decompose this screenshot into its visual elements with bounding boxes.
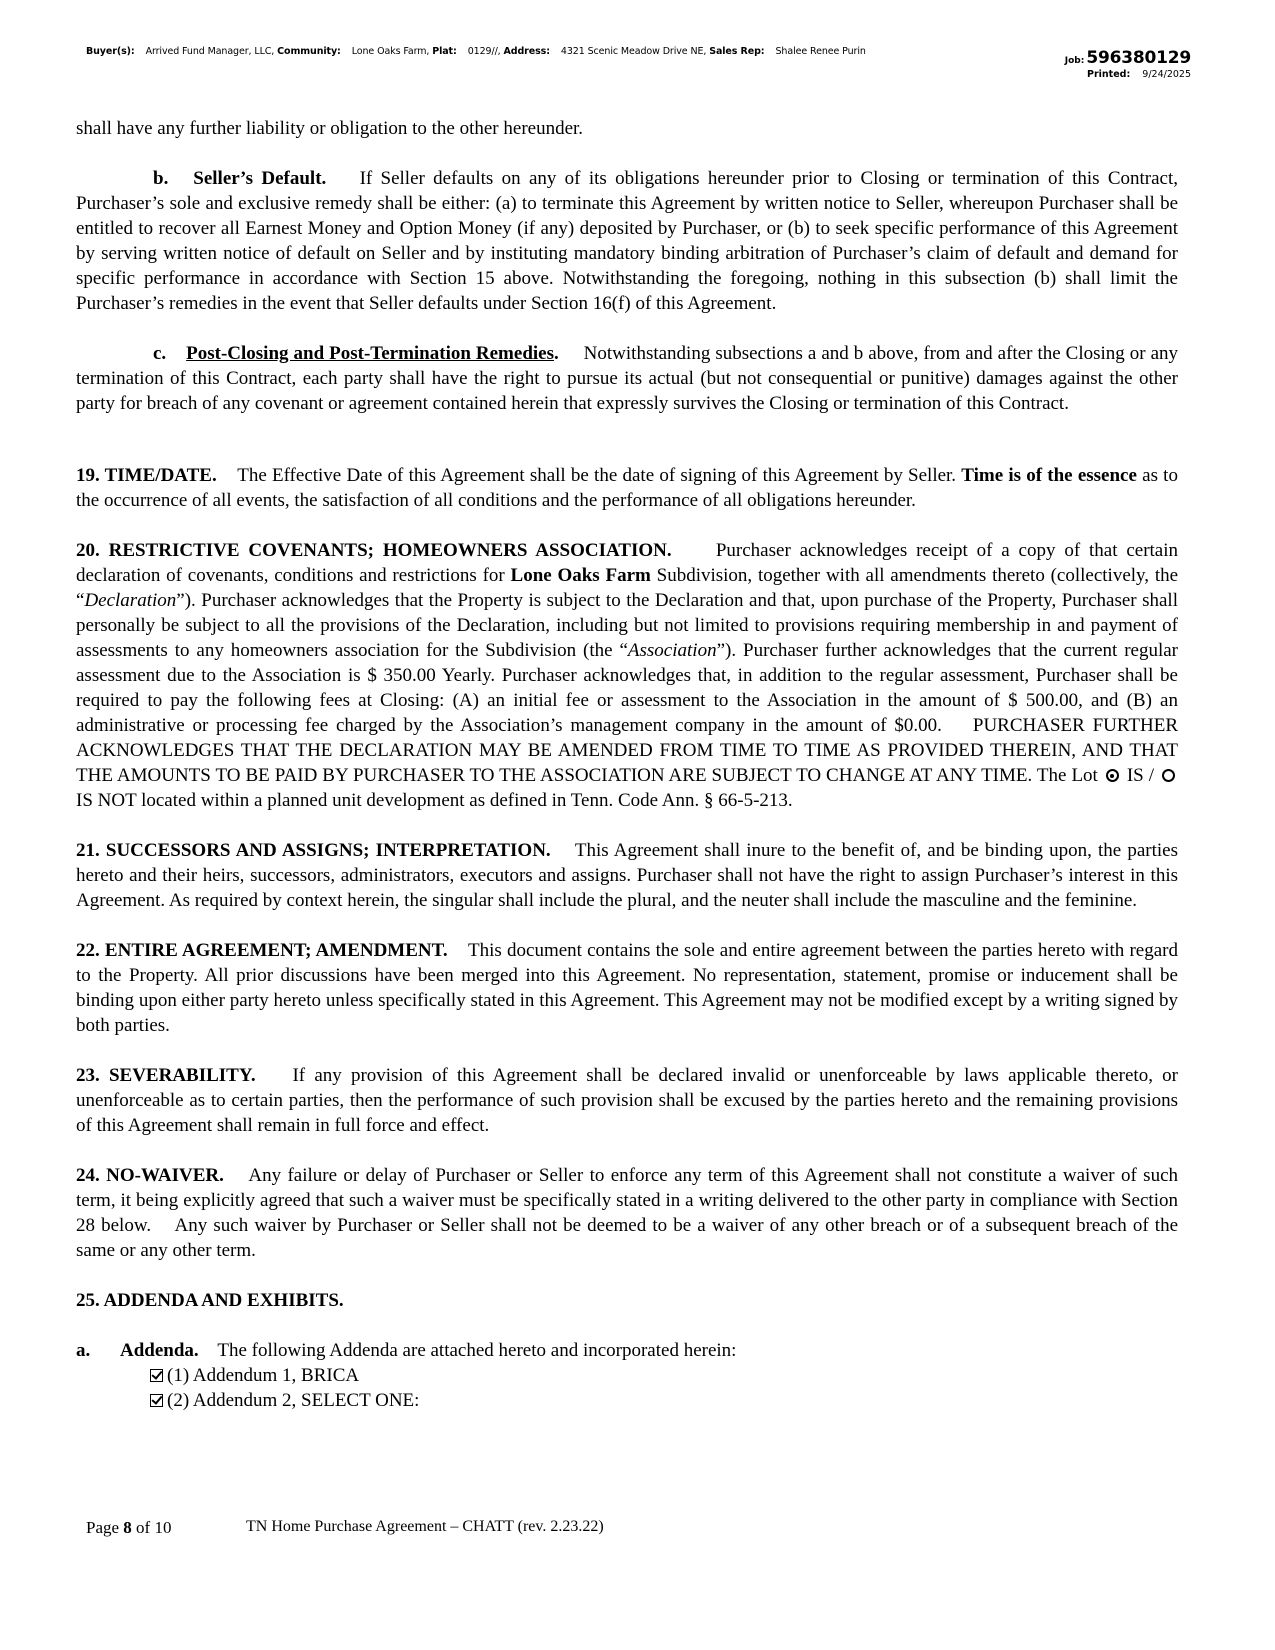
section-25a-text: The following Addenda are attached hereto and incorporated herein: [217, 1340, 737, 1361]
section-23-text: If any provision of this Agreement shall be declared invalid or unenforceable by laws applicable thereto, or unenforceable as to certain parties, then the performance of such provision shall be excused by the parties hereto and the remaining provisions of this Agreement shall remain in full force and effect. [76, 1065, 1178, 1136]
section-20-caps: PURCHASER FURTHER ACKNOWLEDGES THAT THE DECLARATION MAY BE AMENDED FROM TIME TO TIME AS PROVIDED THEREIN, AND THAT THE AMOUNTS TO BE PAID BY PURCHASER TO THE ASSOCIATION ARE SUBJECT TO CHANGE AT ANY TIME. [76, 715, 1178, 786]
section-20-community: Lone Oaks Farm [510, 565, 651, 586]
page-prefix: Page [86, 1518, 120, 1537]
section-20-is: IS / [1126, 765, 1155, 786]
section-18b-letter: b. [153, 168, 169, 189]
section-18c [76, 341, 1178, 416]
section-24-text-1: Any failure or delay of Purchaser or Seller to enforce any term of this Agreement shall not constitute a waiver of such term, it being explicitly agreed that such a waiver must be specifically stated in a writing delivered to the other party in compliance with Section 28 below. [76, 1165, 1179, 1236]
section-20-text-1: Purchaser acknowledges receipt of a copy of that certain declaration of covenants, conditions and restrictions for [76, 540, 1179, 586]
section-25 [76, 1288, 1178, 1313]
form-name: TN Home Purchase Agreement – CHATT (rev. 2.23.22) [246, 1518, 604, 1535]
addendum-2-label: (2) Addendum 2, SELECT ONE: [167, 1390, 420, 1411]
document-body [76, 116, 1178, 1413]
section-20-association: Association [627, 640, 717, 661]
checked-checkbox-icon[interactable] [150, 1394, 163, 1407]
section-20 [76, 538, 1178, 813]
addendum-item [150, 1388, 1178, 1413]
community-label: Community: [277, 46, 341, 57]
section-22 [76, 938, 1178, 1038]
section-22-title: 22. ENTIRE AGREEMENT; AMENDMENT. [76, 940, 448, 961]
addendum-1-label: (1) Addendum 1, BRICA [167, 1365, 360, 1386]
section-20-declaration: Declaration [84, 590, 177, 611]
section-18c-title: Post-Closing and Post-Termination Remedies [186, 343, 554, 364]
section-24 [76, 1163, 1178, 1263]
section-21-text: This Agreement shall inure to the benefit of, and be binding upon, the parties hereto and their heirs, successors, administrators, executors and assigns. Purchaser shall not have the right to assign Purchaser’s interest in this Agreement. As required by context herein, the singular shall include the plural, and the neuter shall include the masculine and the feminine. [76, 840, 1178, 911]
section-19-title: 19. TIME/DATE. [76, 465, 217, 486]
job-info [1065, 48, 1191, 80]
section-23 [76, 1063, 1178, 1138]
address-label: Address: [503, 46, 550, 57]
job-label: Job: [1064, 56, 1085, 66]
section-23-title: 23. SEVERABILITY. [76, 1065, 256, 1086]
buyer-value: Arrived Fund Manager, LLC, [145, 46, 275, 57]
section-25a-letter: a. [76, 1340, 91, 1361]
page-total: of 10 [136, 1518, 172, 1537]
section-18b-text: If Seller defaults on any of its obligations hereunder prior to Closing or termination of this Contract, Purchaser’s sole and exclusive remedy shall be either: (a) to terminate this Agreement by written notice to Seller, whereupon Purchaser shall be entitled to recover all Earnest Money and Option Money (if any) deposited by Purchaser, or (b) to seek specific performance of this Agreement by serving written notice of default on Seller and by instituting mandatory binding arbitration of Purchaser’s claim of default and demand for specific performance in accordance with Section 15 above. Notwithstanding the foregoing, nothing in this subsection (b) shall limit the Purchaser’s remedies in the event that Seller defaults under Section 16(f) of this Agreement. [76, 168, 1179, 314]
section-24-title: 24. NO-WAIVER. [76, 1165, 224, 1186]
sales-rep-label: Sales Rep: [709, 46, 765, 57]
section-20-is-not: IS NOT located within a planned unit development as defined in Tenn. Code Ann. § 66-5-213. [76, 790, 793, 811]
section-19-text-1: The Effective Date of this Agreement shall be the date of signing of this Agreement by Seller. [237, 465, 957, 486]
section-20-text-3: ”). Purchaser acknowledges that the Property is subject to the Declaration and that, upon purchase of the Property, Purchaser shall personally be subject to all the provisions of the Declaration, including but not limited to provisions requiring membership in and payment of assessments to any homeowners association for the Subdivision (the “ [76, 590, 1178, 661]
section-22-text: This document contains the sole and entire agreement between the parties hereto with regard to the Property. All prior discussions have been merged into this Agreement. No representation, statement, promise or inducement shall be binding upon either party hereto unless specifically stated in this Agreement. This Agreement may not be modified except by a writing signed by both parties. [76, 940, 1178, 1036]
section-20-text-2: Subdivision, together with all amendments thereto (collectively, the “ [76, 565, 1179, 611]
page-footer [86, 1518, 604, 1538]
community-value: Lone Oaks Farm, [351, 46, 430, 57]
sales-rep-value: Shalee Renee Purin [775, 46, 866, 57]
job-row [1065, 48, 1191, 68]
buyer-label: Buyer(s): [86, 46, 135, 57]
section-19-bold: Time is of the essence [961, 465, 1137, 486]
section-25a [76, 1338, 1178, 1363]
is-not-radio[interactable] [1162, 769, 1175, 782]
section-21 [76, 838, 1178, 913]
section-20-lot-prefix: The Lot [1036, 765, 1098, 786]
addendum-item [150, 1363, 1178, 1388]
section-20-text-4: ”). Purchaser further acknowledges that the current regular assessment due to the Association is $ 350.00 Yearly. Purchaser acknowledges that, in addition to the regular assessment, Purchaser shall be required to pay the following fees at Closing: (A) an initial fee or assessment to the Association in the amount of $ 500.00, and (B) an administrative or processing fee charged by the Association’s management company in the amount of $0.00. [76, 640, 1179, 736]
is-radio-selected[interactable] [1106, 769, 1119, 782]
printed-date: 9/24/2025 [1142, 69, 1191, 80]
plat-value: 0129//, [467, 46, 501, 57]
section-20-title: 20. RESTRICTIVE COVENANTS; HOMEOWNERS ASSOCIATION. [76, 540, 672, 561]
section-18c-title-end: . [554, 343, 559, 364]
page-number: 8 [123, 1518, 132, 1537]
continuation-text: shall have any further liability or obligation to the other hereunder. [76, 118, 584, 139]
printed-row [1065, 69, 1191, 80]
address-value: 4321 Scenic Meadow Drive NE, [560, 46, 707, 57]
section-18b [76, 166, 1178, 316]
section-25a-title: Addenda. [120, 1340, 199, 1361]
section-18b-title: Seller’s Default. [193, 168, 327, 189]
document-header [86, 46, 866, 57]
section-18c-text: Notwithstanding subsections a and b above, from and after the Closing or any termination of this Contract, each party shall have the right to pursue its actual (but not consequential or punitive) damages against the other party for breach of any covenant or agreement contained herein that expressly survives the Closing or termination of this Contract. [76, 343, 1178, 414]
section-21-title: 21. SUCCESSORS AND ASSIGNS; INTERPRETATION. [76, 840, 551, 861]
section-25-title: 25. ADDENDA AND EXHIBITS. [76, 1290, 344, 1311]
section-19 [76, 463, 1178, 513]
plat-label: Plat: [432, 46, 457, 57]
printed-label: Printed: [1087, 69, 1131, 80]
checked-checkbox-icon[interactable] [150, 1369, 163, 1382]
section-19-text-2: as to the occurrence of all events, the satisfaction of all conditions and the performance of all obligations hereunder. [76, 465, 1178, 511]
section-18c-letter: c. [153, 343, 167, 364]
section-24-text-2: Any such waiver by Purchaser or Seller shall not be deemed to be a waiver of any other breach or of a subsequent breach of the same or any other term. [76, 1215, 1179, 1261]
addenda-list [150, 1363, 1178, 1413]
job-number: 596380129 [1086, 48, 1191, 68]
